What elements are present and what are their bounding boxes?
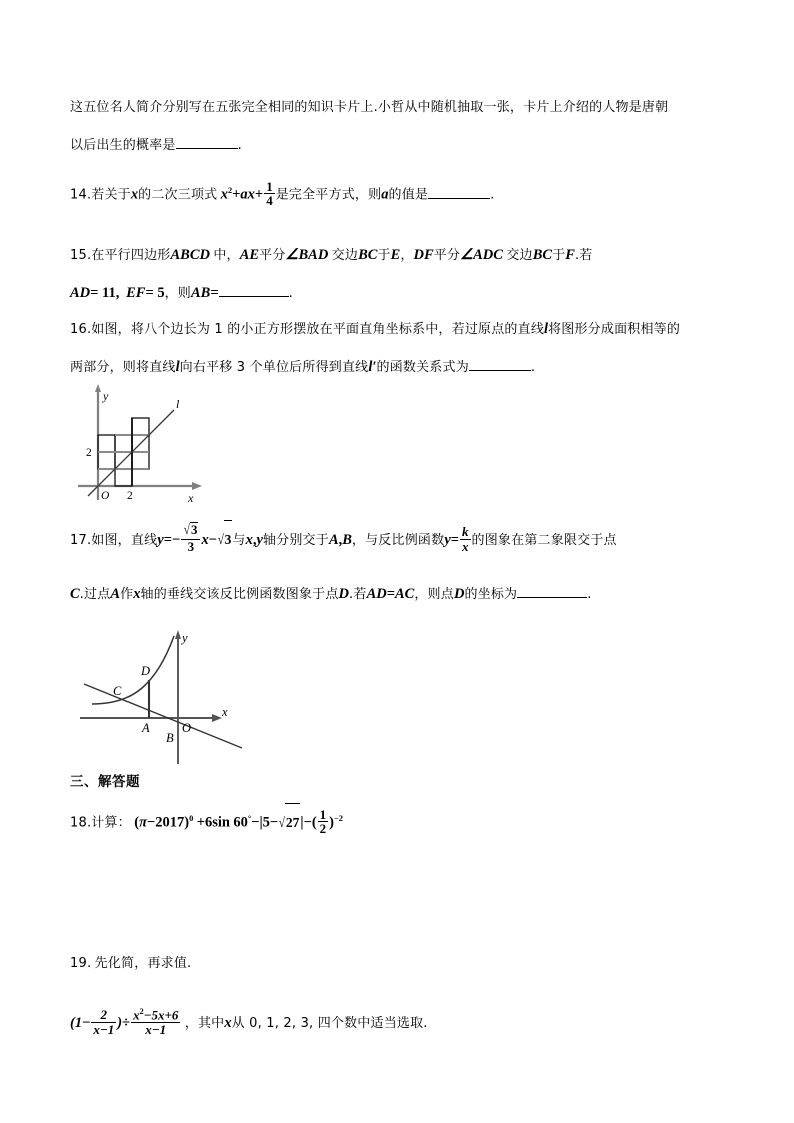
q15-answer-blank[interactable] xyxy=(219,296,289,297)
x-axis-arrow xyxy=(192,482,202,490)
q17-t3: 轴分别交于 xyxy=(262,533,329,548)
section-3-heading: 三、解答题 xyxy=(70,774,140,790)
q19-line-1 xyxy=(70,944,715,982)
q18-abs-close: | xyxy=(300,814,304,831)
q17-frac-num xyxy=(181,522,200,540)
figure-17-label-O: O xyxy=(182,721,192,735)
hyperbola-curve xyxy=(92,636,174,704)
q16-number: 16. xyxy=(70,322,92,337)
q14-text-c: 是完全平方式，则 xyxy=(275,187,382,203)
q18-five: 5 xyxy=(262,814,270,831)
figure-17-label-C: C xyxy=(113,684,122,698)
figure-16-squares-coordinate xyxy=(70,378,270,506)
q16-line1-a: 如图，将八个边长为 1 的小正方形摆放在平面直角坐标系中，若过原点的直线 xyxy=(91,322,545,337)
q15-t6: ， xyxy=(400,248,414,263)
straight-line-AB xyxy=(84,684,242,748)
figure-17-label-y: y xyxy=(182,631,188,645)
figure-16-x-label: x xyxy=(188,491,194,505)
q19-f2-num xyxy=(131,1008,180,1023)
q15-t10: .若 xyxy=(574,248,593,263)
q14-period: . xyxy=(490,187,495,203)
q19-f2-num-rest: −5x+6 xyxy=(143,1007,179,1023)
q19-f2-num-x: x xyxy=(133,1007,140,1023)
q18-minus-3: − xyxy=(303,814,312,831)
q15-ad: AD xyxy=(70,285,91,301)
q17-point-B: B xyxy=(342,532,352,548)
figure-17-label-B: B xyxy=(166,731,174,745)
q15-t1: 在平行四边形 xyxy=(91,248,171,263)
section-3-heading-row xyxy=(70,770,715,791)
q17-eq2: = xyxy=(450,532,460,548)
q17-axis-y: y xyxy=(256,532,263,548)
q16-period: . xyxy=(530,360,536,375)
q17-point-A2: A xyxy=(110,586,121,602)
q18-paren2-close: ) xyxy=(329,814,335,831)
y-axis-arrow xyxy=(95,384,101,392)
grid-emphasis-group xyxy=(98,435,149,469)
q17-seg-AC: AC xyxy=(395,586,415,602)
q15-f: F xyxy=(565,247,575,263)
q16-line-1 xyxy=(70,310,715,348)
q18-radicand-27: 27 xyxy=(285,803,301,841)
square-c0-r1 xyxy=(98,452,115,469)
q19-f1-den: x−1 xyxy=(93,1021,115,1037)
q17-radicand-3b: 3 xyxy=(224,520,233,558)
q16-line2-b: 向右平移 3 个单位后所得到直线 xyxy=(179,360,369,375)
q15-ef-value: = 5 xyxy=(145,285,165,301)
square-c0-r2 xyxy=(98,435,115,452)
q17-comma-2: , xyxy=(338,532,343,548)
q17-number: 17. xyxy=(70,533,92,548)
q17-line2-eq: = xyxy=(386,586,395,602)
q19-divide-sign: ÷ xyxy=(122,1015,131,1031)
q17-line2-t1: .过点 xyxy=(79,587,111,602)
q15-df: DF xyxy=(413,247,434,263)
q18-label: 计算： xyxy=(91,815,131,831)
q17-y: y xyxy=(157,532,164,548)
q17-x: x xyxy=(201,532,209,548)
q13-line-2 xyxy=(70,126,715,164)
q14-frac-denominator: 4 xyxy=(266,193,273,209)
q17-comma: , xyxy=(252,532,257,548)
q14-number: 14. xyxy=(70,187,92,203)
figure-17-y-arrow xyxy=(175,630,181,639)
q15-t2: 中， xyxy=(213,248,240,263)
figure-16-origin-label: O xyxy=(101,490,110,502)
q17-point-A: A xyxy=(328,532,339,548)
q18-2017: 2017 xyxy=(155,814,185,831)
q15-ab: AB xyxy=(191,285,211,301)
q17-frac-den: 3 xyxy=(187,538,195,554)
q14-fraction-one-quarter xyxy=(264,180,275,208)
q17-answer-blank[interactable] xyxy=(517,597,587,598)
figure-17-x-arrow xyxy=(212,714,222,722)
q18-sin: sin xyxy=(212,814,230,831)
q13-answer-blank[interactable] xyxy=(176,148,238,149)
q17-line2-t2: 作 xyxy=(120,587,134,602)
q18-degree-symbol: ° xyxy=(247,814,252,823)
q18-fraction-one-half xyxy=(318,808,329,836)
q17-fraction-sqrt3-over-3 xyxy=(181,522,200,553)
q16-line-l-2: l xyxy=(175,359,180,375)
figure-16-x-tick-2: 2 xyxy=(127,490,133,502)
q17-line2-t5: ，则点 xyxy=(414,587,454,602)
question-13-tail xyxy=(70,88,715,164)
q19-tail-a: ，其中 xyxy=(184,1016,225,1031)
figure-16-y-label: y xyxy=(103,389,109,403)
q17-t5: 的图象在第二象限交于点 xyxy=(471,533,617,548)
figure-17-svg xyxy=(70,628,300,768)
q17-fraction-k-over-x xyxy=(460,525,471,553)
figure-17-label-A: A xyxy=(142,721,150,735)
q18-abs-open: | xyxy=(259,814,263,831)
q14-text-b: 的二次三项式 xyxy=(138,187,218,203)
question-19 xyxy=(70,944,715,1042)
q17-t1: 如图，直线 xyxy=(91,533,158,548)
radical-sign-icon-2: √ xyxy=(217,533,224,548)
q14-var-x: x xyxy=(130,186,139,203)
q19-number: 19. xyxy=(70,956,92,971)
q15-t3: 平分 xyxy=(259,248,286,263)
q17-axis-x: x xyxy=(245,532,253,548)
square-c1-r2 xyxy=(115,435,132,452)
q18-angle-60: 60 xyxy=(233,814,248,831)
q15-ae: AE xyxy=(239,247,260,263)
question-17 xyxy=(70,520,715,613)
q13-line-1-text: 这五位名人简介分别写在五张完全相同的知识卡片上.小哲从中随机抽取一张，卡片上介绍的人物是唐朝 xyxy=(70,100,669,115)
q15-ad-value: = 11, xyxy=(90,285,120,301)
q17-line2-t6: 的坐标为 xyxy=(464,587,518,602)
q17-point-C: C xyxy=(70,586,80,602)
q17-eq: = xyxy=(163,532,172,548)
q14-text-d: 的值是 xyxy=(388,187,429,203)
q15-ef: EF xyxy=(126,285,146,301)
q15-number: 15. xyxy=(70,248,92,263)
figure-16-line-label-l: l xyxy=(176,397,180,411)
q14-plus-1: + xyxy=(232,186,241,203)
q14-answer-blank[interactable] xyxy=(428,198,490,199)
q14-frac-numerator: 1 xyxy=(266,178,273,194)
q14-text-a: 若关于 xyxy=(91,187,131,203)
q16-line2-c: 的函数关系式为 xyxy=(376,360,469,375)
q15-t7: 平分 xyxy=(433,248,461,263)
q15-line-2 xyxy=(70,274,715,312)
q18-minus-1: − xyxy=(251,814,260,831)
q18-exponent-neg2: −2 xyxy=(334,814,343,823)
q15-angle-adc: ∠ADC xyxy=(460,247,503,263)
square-c2-r1 xyxy=(132,452,149,469)
q18-plus: + xyxy=(196,814,205,831)
figure-17-label-x: x xyxy=(222,705,228,719)
q14-expr-x2: x xyxy=(247,186,255,203)
question-18 xyxy=(70,800,715,842)
q15-t9: 于 xyxy=(552,248,566,263)
q17-line2-t3: 轴的垂线交该反比例函数图象于点 xyxy=(140,587,339,602)
q17-period: . xyxy=(587,587,592,602)
q19-expr-minus: − xyxy=(82,1015,91,1031)
q15-angle-bad: ∠BAD xyxy=(285,247,329,263)
q13-line-1 xyxy=(70,88,715,126)
q15-t4: 交边 xyxy=(331,248,359,263)
q17-minus-2: − xyxy=(208,532,217,548)
q19-tail-var-x: x xyxy=(224,1015,232,1031)
radical-sign-icon-3: √ xyxy=(278,815,286,831)
figure-16-svg xyxy=(70,378,270,506)
q16-line-l: l xyxy=(544,321,549,337)
q15-t8: 交边 xyxy=(506,248,533,263)
q17-point-D2: D xyxy=(453,586,465,602)
q18-half-den: 2 xyxy=(319,821,327,837)
q19-line-2 xyxy=(70,1004,715,1042)
q17-seg-AD: AD xyxy=(366,586,387,602)
q15-t5: 于 xyxy=(377,248,391,263)
q19-tail-b: 从 0, 1, 2, 3, 四个数中适当选取. xyxy=(231,1016,428,1031)
q19-fraction-2-over-x-minus-1 xyxy=(91,1008,116,1036)
q18-pi: π xyxy=(139,814,148,831)
square-c2-r3 xyxy=(132,418,149,435)
q17-line-2 xyxy=(70,575,715,613)
q19-f2-den: x−1 xyxy=(145,1021,167,1037)
q18-minus-0: − xyxy=(147,814,156,831)
q18-paren2-open: ( xyxy=(311,814,317,831)
q15-e: E xyxy=(390,247,401,263)
q19-f2-num-exponent: 2 xyxy=(139,1006,144,1016)
q15-bc-2: BC xyxy=(532,247,553,263)
q15-abcd: ABCD xyxy=(170,247,210,263)
question-14 xyxy=(70,172,715,214)
q17-point-D: D xyxy=(338,586,350,602)
q18-minus-2: − xyxy=(269,814,279,831)
q16-answer-blank[interactable] xyxy=(469,370,531,371)
q16-line2-a: 两部分，则将直线 xyxy=(70,360,176,375)
q16-line-l-prime: l′ xyxy=(368,359,377,375)
q18-number: 18. xyxy=(70,815,92,831)
q18-paren-open: ( xyxy=(134,814,140,831)
figure-16-y-tick-2: 2 xyxy=(86,447,92,459)
q17-line2-x: x xyxy=(133,586,141,602)
q16-line1-b: 将图形分成面积相等的 xyxy=(548,322,681,337)
figure-17-label-D: D xyxy=(141,664,151,678)
q17-line2-t4: .若 xyxy=(349,587,367,602)
q18-exponent-zero: 0 xyxy=(189,814,194,823)
square-c1-r0 xyxy=(115,469,132,486)
q14-expr-x: x xyxy=(220,186,228,203)
q14-expr-exponent: 2 xyxy=(227,186,233,195)
q17-kfrac-den: x xyxy=(462,538,469,554)
q14-plus-2: + xyxy=(254,186,264,203)
q17-line-1 xyxy=(70,520,715,559)
q14-var-a: a xyxy=(381,186,389,203)
q14-line-1 xyxy=(70,172,715,214)
radical-sign-icon: √ xyxy=(184,523,191,539)
q15-ab-eq: = xyxy=(210,285,219,301)
q19-expr-open: (1 xyxy=(70,1015,83,1031)
question-16 xyxy=(70,310,715,386)
q18-paren-close: ) xyxy=(184,814,190,831)
q19-f1-num: 2 xyxy=(91,1008,116,1023)
q19-fraction-quadratic-over-x-minus-1 xyxy=(131,1008,180,1036)
figure-17-hyperbola-line xyxy=(70,628,300,768)
q15-period: . xyxy=(288,286,293,301)
q15-line-1 xyxy=(70,236,715,274)
q13-period: . xyxy=(237,138,242,153)
q17-t4: ，与反比例函数 xyxy=(351,533,445,548)
q15-bc-1: BC xyxy=(358,247,378,263)
q14-coef-a: a xyxy=(240,186,248,203)
q17-y2: y xyxy=(444,532,451,548)
question-15 xyxy=(70,236,715,312)
q18-half-num: 1 xyxy=(319,806,327,822)
q13-line-2-text: 以后出生的概率是 xyxy=(70,138,176,153)
q18-line-1 xyxy=(70,800,715,842)
q17-t2: 与 xyxy=(232,533,246,548)
q17-radicand-3: 3 xyxy=(190,522,198,538)
q19-label: 先化简，再求值. xyxy=(94,956,192,971)
q18-six: 6 xyxy=(204,814,213,831)
q17-kfrac-num: k xyxy=(462,524,469,540)
q15-line2-text: ，则 xyxy=(164,286,192,301)
q19-expr-close: ) xyxy=(117,1015,123,1031)
q17-minus: − xyxy=(172,532,181,548)
